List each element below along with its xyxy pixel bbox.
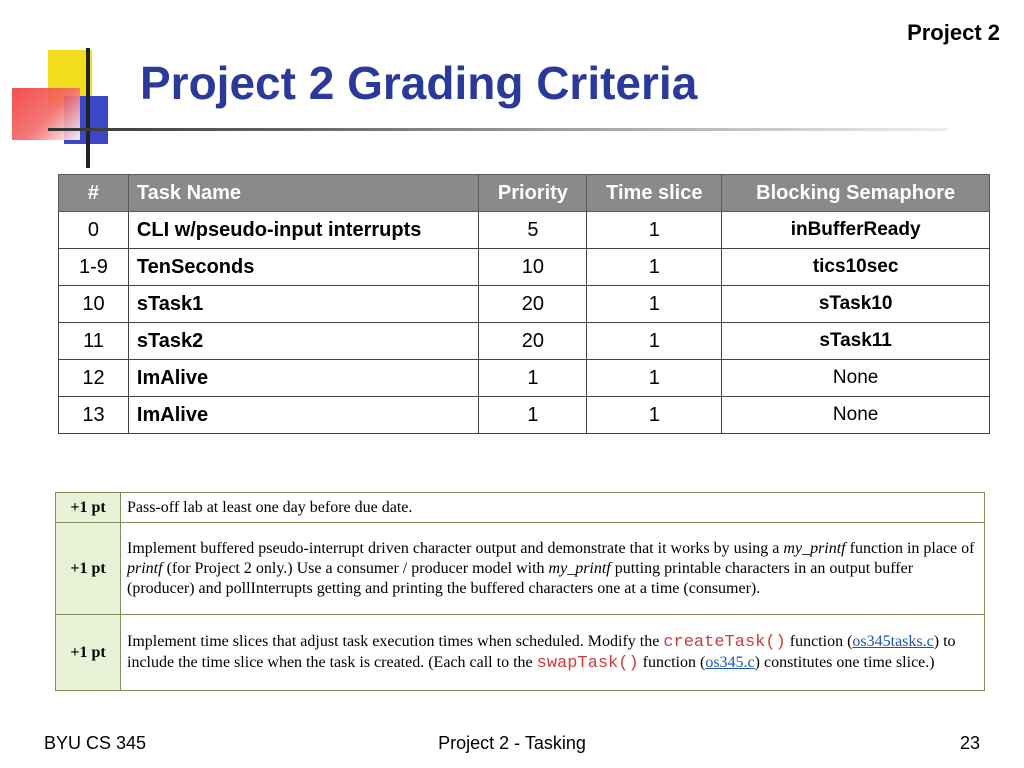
criteria-text-part: function in place of [845,539,975,557]
cell-time-slice: 1 [587,212,722,249]
criteria-text [121,523,985,615]
header-time-slice: Time slice [587,175,722,212]
table-row [59,249,990,286]
tasks-table [58,174,990,434]
header-number: # [59,175,129,212]
table-row [59,360,990,397]
create-task-code: createTask() [663,632,786,652]
my-printf-term: my_printf [783,539,846,557]
os345tasks-link[interactable]: os345tasks.c [852,632,934,650]
table-row [59,286,990,323]
cell-semaphore: sTask11 [722,323,990,360]
cell-task-name: TenSeconds [128,249,479,286]
footer-topic: Project 2 - Tasking [438,733,586,753]
criteria-text-part: (for Project 2 only.) Use a consumer / producer model with [162,559,549,577]
cell-semaphore: sTask10 [722,286,990,323]
cell-semaphore: None [722,360,990,397]
footer-course: BYU CS 345 [44,733,147,753]
cell-priority: 20 [479,286,587,323]
decor-red-square [12,88,80,140]
slide-title: Project 2 Grading Criteria [140,57,698,109]
criteria-text-part: putting printable characters in an output buffer (producer) and pollInterrupts getting and printing the buffered characters one at a time (consumer). [127,559,914,597]
cell-priority: 10 [479,249,587,286]
cell-semaphore: tics10sec [722,249,990,286]
decor-vertical-line [86,48,90,168]
criteria-text-part: function ( [785,632,853,650]
cell-task-name: sTask2 [128,323,479,360]
table-row [59,397,990,434]
cell-number: 12 [59,360,129,397]
cell-task-name: ImAlive [128,397,479,434]
criteria-text-part: ) to include the time slice when the task is created. (Each call to the [127,632,956,671]
criteria-text: Pass-off lab at least one day before due date. [121,493,985,523]
cell-priority: 5 [479,212,587,249]
tasks-header-row [59,175,990,212]
cell-time-slice: 1 [587,397,722,434]
cell-time-slice: 1 [587,249,722,286]
cell-number: 10 [59,286,129,323]
header-task-name: Task Name [128,175,479,212]
criteria-text-part: Implement buffered pseudo-interrupt driven character output and demonstrate that it works by using a [127,539,784,557]
cell-priority: 1 [479,360,587,397]
table-row [59,212,990,249]
cell-semaphore: inBufferReady [722,212,990,249]
points-cell: +1 pt [56,493,121,523]
cell-task-name: sTask1 [128,286,479,323]
printf-term: printf [127,559,163,577]
corner-label: Project 2 [907,20,1000,45]
decor-horizontal-line [48,128,948,131]
criteria-table [55,492,985,691]
criteria-row [56,523,985,615]
cell-priority: 20 [479,323,587,360]
cell-number: 13 [59,397,129,434]
cell-number: 1-9 [59,249,129,286]
header-priority: Priority [479,175,587,212]
cell-semaphore: None [722,397,990,434]
os345-link[interactable]: os345.c [705,653,755,671]
criteria-text-part: ) constitutes one time slice.) [754,653,935,671]
header-blocking-semaphore: Blocking Semaphore [722,175,990,212]
swap-task-code: swapTask() [536,653,639,673]
cell-priority: 1 [479,397,587,434]
cell-number: 11 [59,323,129,360]
my-printf-term: my_printf [548,559,611,577]
cell-time-slice: 1 [587,286,722,323]
table-row [59,323,990,360]
criteria-row [56,493,985,523]
cell-task-name: CLI w/pseudo-input interrupts [128,212,479,249]
criteria-text-part: function ( [638,653,706,671]
points-cell: +1 pt [56,523,121,615]
cell-time-slice: 1 [587,360,722,397]
cell-time-slice: 1 [587,323,722,360]
criteria-text [121,615,985,691]
cell-number: 0 [59,212,129,249]
criteria-text-part: Implement time slices that adjust task execution times when scheduled. Modify the [127,632,664,650]
footer-page-number: 23 [959,733,980,753]
points-cell: +1 pt [56,615,121,691]
cell-task-name: ImAlive [128,360,479,397]
criteria-row [56,615,985,691]
